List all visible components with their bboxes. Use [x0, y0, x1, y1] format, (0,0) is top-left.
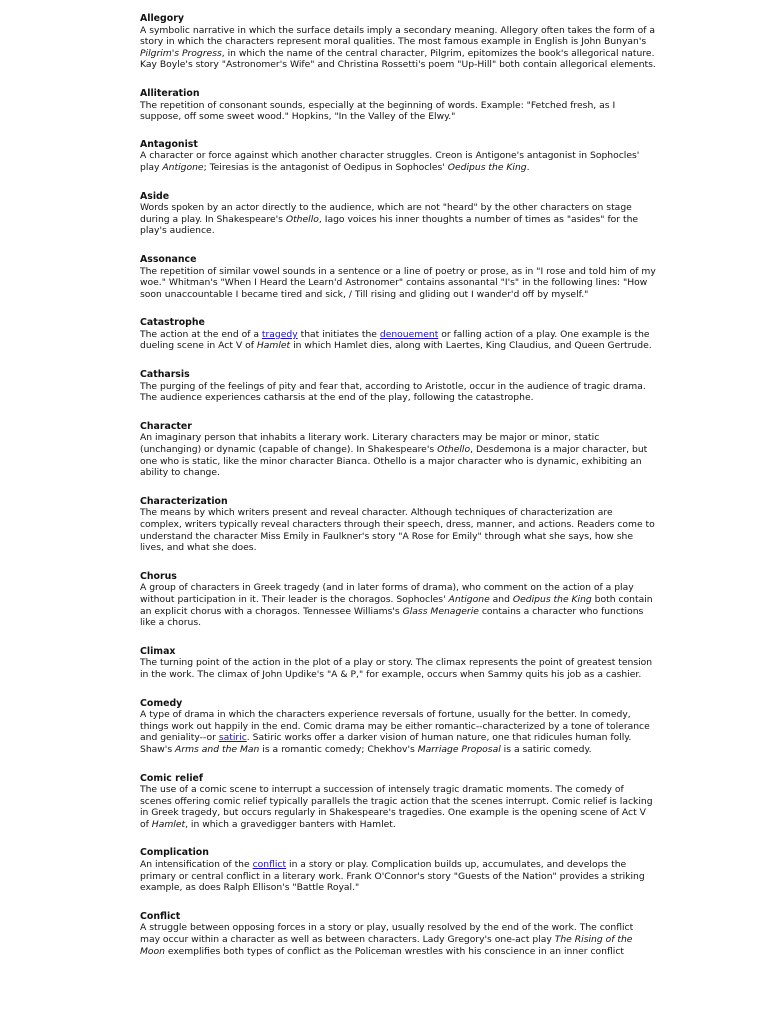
definition-text: in a story or play. Complication builds up, accumulates, and develops the primary or central conflict in a literary work. Frank O'Connor's story "Guests of the Nation" provides a striking example, as does Ralph Ellison's "Battle Royal." [140, 859, 645, 894]
definition-text: , Iago voices his inner thoughts a number of times as "asides" for the play's audience. [140, 213, 639, 237]
glossary-document [140, 0, 656, 995]
entry-definition [140, 202, 656, 237]
definition-text: Words spoken by an actor directly to the audience, which are not "heard" by the other characters on stage during a play. In Shakespeare's [140, 202, 632, 225]
entry-definition [140, 859, 656, 894]
term-link[interactable]: denouement [379, 328, 439, 340]
entry-definition [140, 582, 656, 628]
glossary-entry [140, 698, 656, 756]
glossary-entry [140, 254, 656, 300]
entry-definition [140, 922, 656, 957]
entry-definition [140, 100, 656, 123]
title-italic: The Rising of the Moon [140, 934, 633, 957]
definition-text: , in which a gravedigger banters with Hamlet. [185, 818, 396, 830]
glossary-entry [140, 646, 656, 681]
entry-term: Chorus [140, 570, 177, 582]
title-italic: Glass Menagerie [402, 605, 479, 617]
entry-definition [140, 709, 656, 755]
definition-text: The repetition of similar vowel sounds in a sentence or a line of poetry or prose, as in "I rose and told him of my woe." Whitman's "When I Heard the Learn'd Astronomer" contains assonantal "I's" in the following lines: "How soon unaccountable I became tired and sick, / Till rising and gliding out I wander'd off by myself." [140, 265, 656, 300]
definition-text: A type of drama in which the characters experience reversals of fortune, usually for the better. In comedy, things work out happily in the end. Comic drama may be either romantic--characterized by a tone of tolerance and geniality--or [140, 709, 650, 744]
entry-definition [140, 432, 656, 478]
definition-text: The turning point of the action in the plot of a play or story. The climax represents the point of greatest tension in the work. The climax of John Updike's "A & P," for example, occurs when Sammy quits his job as a cashier. [140, 657, 653, 680]
definition-text: . [526, 161, 530, 173]
glossary-entry [140, 191, 656, 237]
entry-term: Characterization [140, 495, 228, 507]
definition-text: A character or force against which another character struggles. Creon is Antigone's antagonist in Sophocles' play [140, 150, 640, 173]
glossary-entry [140, 317, 656, 352]
entry-term: Climax [140, 645, 176, 657]
glossary-entry [140, 847, 656, 893]
definition-text: that initiates the [297, 328, 380, 340]
definition-text: The purging of the feelings of pity and fear that, according to Aristotle, occur in the audience of tragic drama. The audience experiences catharsis at the end of the play, following the catastrophe. [140, 380, 646, 404]
entry-definition [140, 657, 656, 680]
entry-definition [140, 507, 656, 553]
glossary-entry [140, 496, 656, 554]
definition-text: . Satiric works offer a darker vision of human nature, one that ridicules human folly. Shaw's [140, 732, 632, 755]
entry-term: Catharsis [140, 369, 190, 381]
title-italic: Hamlet [151, 818, 186, 830]
term-link[interactable]: conflict [252, 859, 287, 871]
definition-text: A group of characters in Greek tragedy (and in later forms of drama), who comment on the action of a play without participation in it. Their leader is the choragos. Sophocles' [140, 582, 634, 605]
glossary-entry [140, 571, 656, 629]
title-italic: Hamlet [256, 340, 291, 352]
glossary-entry [140, 421, 656, 479]
definition-text: both contain an explicit chorus with a choragos. Tennessee Williams's [140, 593, 653, 617]
definition-text: contains a character who functions like a chorus. [140, 605, 644, 629]
definition-text: in which Hamlet dies, along with Laertes, King Claudius, and Queen Gertrude. [290, 340, 652, 352]
glossary-entry [140, 88, 656, 123]
title-italic: Othello [437, 444, 471, 456]
glossary-entry [140, 139, 656, 174]
definition-text: or falling action of a play. One example is the dueling scene in Act V of [140, 328, 650, 352]
definition-text: ; Teiresias is the antagonist of Oedipus in Sophocles' [203, 161, 448, 173]
entry-term: Conflict [140, 910, 181, 922]
entry-definition [140, 381, 656, 404]
glossary-entries [140, 13, 656, 957]
title-italic: Pilgrim's Progress [140, 47, 222, 59]
entry-term: Comic relief [140, 772, 203, 784]
definition-text: exemplifies both types of conflict as the Policeman wrestles with his conscience in an inner conflict [165, 945, 624, 957]
entry-definition [140, 329, 656, 352]
entry-definition [140, 150, 656, 173]
entry-definition [140, 266, 656, 301]
entry-term: Comedy [140, 697, 183, 709]
definition-text: , Desdemona is a major character, but one who is static, like the minor character Bianca. Othello is a major character who is dynamic, exhibiting an ability to change. [140, 444, 648, 479]
term-link[interactable]: satiric [218, 732, 247, 744]
title-italic: Oedipus the King [512, 593, 592, 605]
glossary-entry [140, 911, 656, 957]
entry-term: Aside [140, 190, 170, 202]
definition-text: An imaginary person that inhabits a literary work. Literary characters may be major or minor, static (unchanging) or dynamic (capable of change). In Shakespeare's [140, 432, 600, 456]
entry-term: Antagonist [140, 138, 198, 150]
entry-term: Allegory [140, 13, 184, 24]
definition-text: The use of a comic scene to interrupt a succession of intensely tragic dramatic moments. The comedy of scenes offering comic relief typically parallels the tragic action that the scenes interrupt. Comic relief is lacking in Greek tragedy, but occurs regularly in Shakespeare's tragedies. One example is the opening scene of Act V of [140, 784, 653, 830]
definition-text: The action at the end of a [140, 328, 262, 340]
definition-text: An intensification of the [140, 859, 253, 871]
definition-text: is a romantic comedy; Chekhov's [259, 743, 418, 755]
definition-text: The repetition of consonant sounds, especially at the beginning of words. Example: "Fetched fresh, as I suppose, off some sweet wood." Hopkins, "In the Valley of the Elwy." [140, 99, 616, 123]
glossary-entry [140, 13, 656, 71]
definition-text: , in which the name of the central character, Pilgrim, epitomizes the book's allegorical nature. Kay Boyle's story "Astronomer's Wife" and Christina Rossetti's poem "Up-Hill" both contain allegorical elements. [140, 47, 656, 71]
title-italic: Marriage Proposal [417, 743, 501, 755]
entry-term: Character [140, 420, 192, 432]
title-italic: Arms and the Man [175, 743, 260, 755]
definition-text: A symbolic narrative in which the surface details imply a secondary meaning. Allegory often takes the form of a story in which the characters represent moral qualities. The most famous example in English is John Bunyan's [140, 24, 656, 48]
title-italic: Antigone [162, 161, 204, 173]
title-italic: Antigone [448, 593, 490, 605]
entry-term: Assonance [140, 253, 197, 265]
entry-definition [140, 784, 656, 830]
glossary-entry [140, 773, 656, 831]
entry-term: Catastrophe [140, 317, 205, 329]
glossary-entry [140, 369, 656, 404]
definition-text: A struggle between opposing forces in a story or play, usually resolved by the end of the work. The conflict may occur within a character as well as between characters. Lady Gregory's one-act play [140, 922, 634, 946]
term-link[interactable]: tragedy [261, 328, 298, 340]
definition-text: and [489, 593, 513, 605]
definition-text: The means by which writers present and reveal character. Although techniques of characterization are complex, writers typically reveal characters through their speech, dress, manner, and actions. Readers come to understand the character Miss Emily in Faulkner's story "A Rose for Emily" through what she says, how she lives, and what she does. [140, 507, 655, 554]
entry-term: Complication [140, 847, 209, 859]
definition-text: is a satiric comedy. [500, 743, 592, 755]
entry-definition [140, 25, 656, 71]
title-italic: Oedipus the King [447, 161, 527, 173]
entry-term: Alliteration [140, 87, 200, 99]
title-italic: Othello [285, 213, 319, 225]
